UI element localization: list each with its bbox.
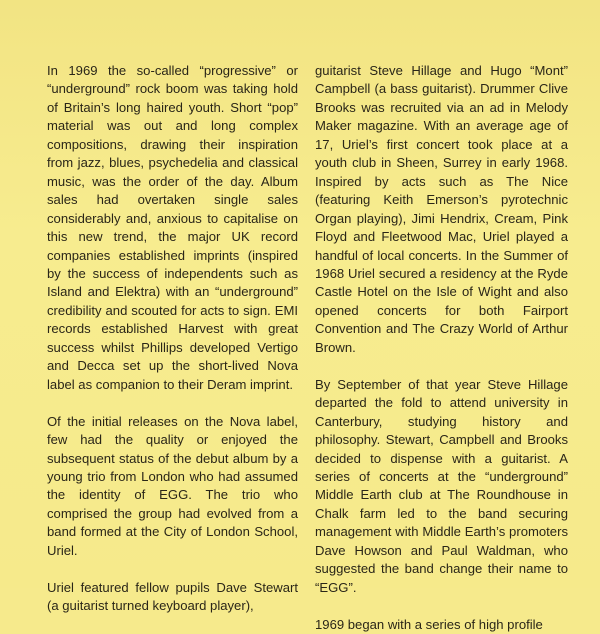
paragraph: guitarist Steve Hillage and Hugo “Mont” Campbell (a bass guitarist). Drummer Clive Brooks was recruited via an ad in Melody Maker magazine. With an average age of 17, Uriel’s first concert took place at a youth club in Sheen, Surrey in early 1968. Inspired by acts such as The Nice (featuring Keith Emerson’s pyrotechnic Organ playing), Jimi Hendrix, Cream, Pink Floyd and Fleetwood Mac, Uriel played a handful of local concerts. In the Summer of 1968 Uriel secured a residency at the Ryde Castle Hotel on the Isle of Wight and also opened concerts for both Fairport Convention and The Crazy World of Arthur Brown. <box>315 63 568 355</box>
paragraph: In 1969 the so-called “progressive” or “underground” rock boom was taking hold of Britain’s long haired youth. Short “pop” material was out and long complex compositions, drawing their inspiration from jazz, blues, psychedelia and classical music, was the order of the day. Album sales had overtaken single sales considerably and, anxious to capitalise on this new trend, the major UK record companies established imprints (inspired by the success of independents such as Island and Elektra) with an “underground” credibility and scouted for acts to sign. EMI records established Harvest with great success whilst Phillips developed Vertigo and Decca set up the short-lived Nova label as companion to their Deram imprint. <box>47 63 298 392</box>
paragraph: Of the initial releases on the Nova label, few had the quality or enjoyed the subsequent status of the debut album by a young trio from London who had assumed the identity of EGG. The trio who comprised the group had evolved from a band formed at the City of London School, Uriel. <box>47 413 298 558</box>
paragraph: Uriel featured fellow pupils Dave Stewart (a guitarist turned keyboard player), <box>47 579 298 614</box>
left-column <box>47 62 298 616</box>
paragraph: 1969 began with a series of high profile <box>315 616 543 632</box>
paragraph: By September of that year Steve Hillage departed the fold to attend university in Canterbury, studying history and philosophy. Stewart, Campbell and Brooks decided to dispense with a guitarist. A series of concerts at the “underground” Middle Earth club at The Roundhouse in Chalk farm led to the band securing management with Middle Earth’s promoters Dave Howson and Paul Waldman, who suggested the band change their name to “EGG”. <box>315 376 568 595</box>
right-column <box>315 62 568 634</box>
